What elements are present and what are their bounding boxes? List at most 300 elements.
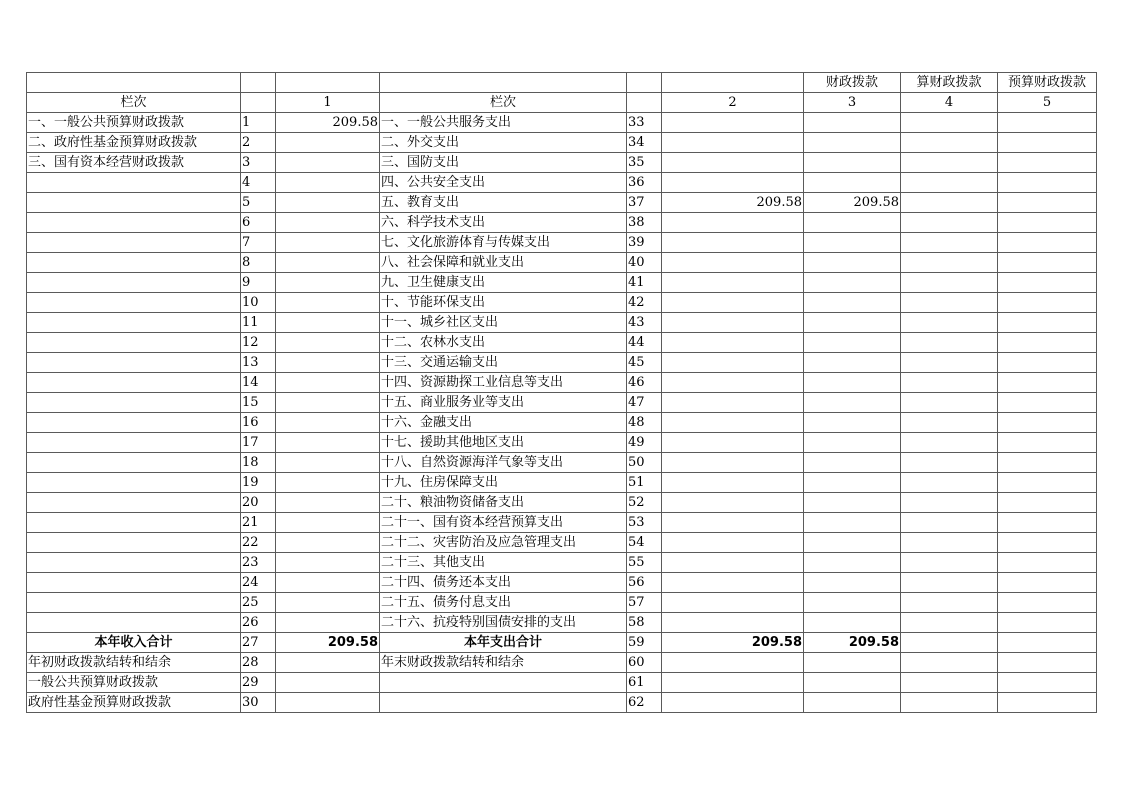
income-amount-cell[interactable]	[276, 653, 380, 673]
row-number-cell[interactable]: 39	[627, 233, 662, 253]
amount-col3-cell[interactable]	[804, 593, 901, 613]
col-number-5[interactable]: 5	[998, 93, 1097, 113]
income-item-cell[interactable]	[27, 193, 241, 213]
expense-item-cell[interactable]: 二十三、其他支出	[380, 553, 627, 573]
row-number-cell[interactable]: 19	[241, 473, 276, 493]
amount-col3-cell[interactable]	[804, 513, 901, 533]
amount-col4-cell[interactable]	[901, 393, 998, 413]
income-amount-cell[interactable]	[276, 493, 380, 513]
row-number-cell[interactable]: 22	[241, 533, 276, 553]
amount-col5-cell[interactable]	[998, 333, 1097, 353]
amount-col4-cell[interactable]	[901, 433, 998, 453]
amount-col4-cell[interactable]	[901, 333, 998, 353]
row-number-cell[interactable]: 4	[241, 173, 276, 193]
income-item-cell[interactable]	[27, 353, 241, 373]
amount-col5-cell[interactable]	[998, 553, 1097, 573]
table-row	[27, 513, 1097, 533]
row-number-cell[interactable]: 28	[241, 653, 276, 673]
row-number-cell[interactable]: 43	[627, 313, 662, 333]
row-number-cell[interactable]: 15	[241, 393, 276, 413]
row-number-cell[interactable]: 26	[241, 613, 276, 633]
expense-total-label[interactable]: 本年支出合计	[380, 633, 627, 653]
col-number-4[interactable]: 4	[901, 93, 998, 113]
row-number-cell[interactable]: 25	[241, 593, 276, 613]
expense-item-cell[interactable]: 四、公共安全支出	[380, 173, 627, 193]
row-number-cell[interactable]: 1	[241, 113, 276, 133]
amount-col2-cell[interactable]	[662, 273, 804, 293]
amount-col5-cell[interactable]	[998, 173, 1097, 193]
amount-col2-cell[interactable]	[662, 173, 804, 193]
income-amount-cell[interactable]	[276, 333, 380, 353]
amount-col5-cell[interactable]	[998, 393, 1097, 413]
amount-col3-cell[interactable]	[804, 133, 901, 153]
income-amount-cell[interactable]	[276, 513, 380, 533]
row-number-cell[interactable]: 54	[627, 533, 662, 553]
income-amount-cell[interactable]	[276, 533, 380, 553]
expense-item-cell[interactable]: 三、国防支出	[380, 153, 627, 173]
income-amount-cell[interactable]	[276, 433, 380, 453]
amount-col2-cell[interactable]	[662, 433, 804, 453]
income-item-cell[interactable]	[27, 253, 241, 273]
amount-col3-cell[interactable]	[804, 393, 901, 413]
income-amount-cell[interactable]	[276, 613, 380, 633]
amount-col2-cell[interactable]	[662, 573, 804, 593]
amount-col2-cell[interactable]	[662, 213, 804, 233]
income-item-cell[interactable]	[27, 433, 241, 453]
amount-col5-cell[interactable]	[998, 493, 1097, 513]
row-number-cell[interactable]: 6	[241, 213, 276, 233]
row-number-cell[interactable]: 3	[241, 153, 276, 173]
row-number-cell[interactable]: 49	[627, 433, 662, 453]
table-row	[27, 653, 1097, 673]
expense-item-cell[interactable]: 一、一般公共服务支出	[380, 113, 627, 133]
income-amount-cell[interactable]	[276, 153, 380, 173]
row-number-cell[interactable]: 34	[627, 133, 662, 153]
row-number-cell[interactable]: 37	[627, 193, 662, 213]
row-number-cell[interactable]: 41	[627, 273, 662, 293]
amount-col5-cell[interactable]	[998, 113, 1097, 133]
income-item-cell[interactable]: 二、政府性基金预算财政拨款	[27, 133, 241, 153]
amount-col5-cell[interactable]	[998, 133, 1097, 153]
amount-col3-cell[interactable]	[804, 313, 901, 333]
amount-col5-cell[interactable]	[998, 253, 1097, 273]
row-number-cell[interactable]: 2	[241, 133, 276, 153]
row-number-cell[interactable]: 7	[241, 233, 276, 253]
income-amount-cell[interactable]	[276, 373, 380, 393]
amount-col4-cell[interactable]	[901, 113, 998, 133]
income-amount-cell[interactable]	[276, 253, 380, 273]
row-number-cell[interactable]: 11	[241, 313, 276, 333]
amount-col2-cell[interactable]	[662, 113, 804, 133]
expense-item-cell[interactable]: 十九、住房保障支出	[380, 473, 627, 493]
amount-col2-cell[interactable]	[662, 533, 804, 553]
amount-col5-cell[interactable]	[998, 433, 1097, 453]
income-amount-cell[interactable]	[276, 353, 380, 373]
expense-total-col2[interactable]: 209.58	[662, 633, 804, 653]
amount-col5-cell[interactable]	[998, 413, 1097, 433]
amount-col2-cell[interactable]	[662, 693, 804, 713]
header-top-col6[interactable]: 财政拨款	[804, 73, 901, 93]
row-number-cell[interactable]: 48	[627, 413, 662, 433]
income-item-cell[interactable]	[27, 213, 241, 233]
amount-col3-cell[interactable]	[804, 173, 901, 193]
row-number-cell[interactable]: 38	[627, 213, 662, 233]
row-number-cell[interactable]: 9	[241, 273, 276, 293]
header-row	[27, 93, 1097, 113]
table-row	[27, 453, 1097, 473]
amount-col5-cell[interactable]	[998, 153, 1097, 173]
expense-item-cell[interactable]: 二十四、债务还本支出	[380, 573, 627, 593]
table-row	[27, 113, 1097, 133]
amount-col4-cell[interactable]	[901, 253, 998, 273]
amount-col2-cell[interactable]	[662, 333, 804, 353]
amount-col2-cell[interactable]	[662, 653, 804, 673]
amount-col4-cell[interactable]	[901, 413, 998, 433]
expense-item-cell[interactable]: 二十六、抗疫特别国债安排的支出	[380, 613, 627, 633]
table-row	[27, 313, 1097, 333]
amount-col5-cell[interactable]	[998, 693, 1097, 713]
row-number-cell[interactable]: 30	[241, 693, 276, 713]
row-number-cell[interactable]: 62	[627, 693, 662, 713]
amount-col4-cell[interactable]	[901, 193, 998, 213]
expense-item-cell[interactable]: 五、教育支出	[380, 193, 627, 213]
amount-col3-cell[interactable]: 209.58	[804, 193, 901, 213]
income-amount-cell[interactable]	[276, 393, 380, 413]
income-amount-cell[interactable]	[276, 413, 380, 433]
row-number-cell[interactable]: 17	[241, 433, 276, 453]
row-number-cell[interactable]: 35	[627, 153, 662, 173]
amount-col4-cell[interactable]	[901, 493, 998, 513]
amount-col2-cell[interactable]	[662, 413, 804, 433]
expense-item-cell[interactable]: 二十二、灾害防治及应急管理支出	[380, 533, 627, 553]
header-top-col7[interactable]: 算财政拨款	[901, 73, 998, 93]
amount-col3-cell[interactable]	[804, 353, 901, 373]
amount-col4-cell[interactable]	[901, 293, 998, 313]
amount-col2-cell[interactable]	[662, 493, 804, 513]
amount-col4-cell[interactable]	[901, 633, 998, 653]
row-number-cell[interactable]: 44	[627, 333, 662, 353]
income-amount-cell[interactable]	[276, 133, 380, 153]
amount-col4-cell[interactable]	[901, 573, 998, 593]
amount-col5-cell[interactable]	[998, 613, 1097, 633]
table-row	[27, 233, 1097, 253]
income-item-cell[interactable]	[27, 273, 241, 293]
table-row	[27, 333, 1097, 353]
amount-col3-cell[interactable]	[804, 213, 901, 233]
income-label-header[interactable]: 栏次	[27, 93, 241, 113]
expense-item-cell[interactable]	[380, 673, 627, 693]
income-item-cell[interactable]	[27, 553, 241, 573]
row-number-cell[interactable]: 23	[241, 553, 276, 573]
amount-col4-cell[interactable]	[901, 513, 998, 533]
amount-col4-cell[interactable]	[901, 133, 998, 153]
income-amount-cell[interactable]	[276, 173, 380, 193]
row-number-cell[interactable]: 52	[627, 493, 662, 513]
expense-item-cell[interactable]: 十七、援助其他地区支出	[380, 433, 627, 453]
table-row	[27, 573, 1097, 593]
amount-col5-cell[interactable]	[998, 573, 1097, 593]
income-item-cell[interactable]: 一、一般公共预算财政拨款	[27, 113, 241, 133]
amount-col3-cell[interactable]	[804, 533, 901, 553]
expense-item-cell[interactable]: 八、社会保障和就业支出	[380, 253, 627, 273]
row-number-cell[interactable]: 56	[627, 573, 662, 593]
table-row	[27, 133, 1097, 153]
income-item-cell[interactable]	[27, 453, 241, 473]
row-number-cell[interactable]: 42	[627, 293, 662, 313]
table-row	[27, 413, 1097, 433]
amount-col5-cell[interactable]	[998, 513, 1097, 533]
amount-col5-cell[interactable]	[998, 593, 1097, 613]
amount-col2-cell[interactable]	[662, 513, 804, 533]
amount-col2-cell[interactable]	[662, 253, 804, 273]
amount-col2-cell[interactable]	[662, 593, 804, 613]
amount-col5-cell[interactable]	[998, 473, 1097, 493]
amount-col2-cell[interactable]	[662, 293, 804, 313]
income-item-cell[interactable]	[27, 593, 241, 613]
income-item-cell[interactable]	[27, 233, 241, 253]
expense-item-cell[interactable]: 十一、城乡社区支出	[380, 313, 627, 333]
amount-col3-cell[interactable]	[804, 433, 901, 453]
income-amount-cell[interactable]	[276, 473, 380, 493]
amount-col2-cell[interactable]	[662, 613, 804, 633]
expense-item-cell[interactable]: 十四、资源勘探工业信息等支出	[380, 373, 627, 393]
amount-col2-cell[interactable]	[662, 353, 804, 373]
expense-item-cell[interactable]: 十三、交通运输支出	[380, 353, 627, 373]
income-amount-cell[interactable]	[276, 693, 380, 713]
income-item-cell[interactable]	[27, 293, 241, 313]
row-number-cell[interactable]: 16	[241, 413, 276, 433]
amount-col5-cell[interactable]	[998, 353, 1097, 373]
expense-item-cell[interactable]: 七、文化旅游体育与传媒支出	[380, 233, 627, 253]
amount-col5-cell[interactable]	[998, 193, 1097, 213]
expense-item-cell[interactable]: 十、节能环保支出	[380, 293, 627, 313]
income-item-cell[interactable]	[27, 373, 241, 393]
table-row	[27, 353, 1097, 373]
row-number-cell[interactable]: 20	[241, 493, 276, 513]
amount-col2-cell[interactable]	[662, 233, 804, 253]
income-item-cell[interactable]: 一般公共预算财政拨款	[27, 673, 241, 693]
amount-col2-cell[interactable]	[662, 133, 804, 153]
row-number-cell[interactable]: 5	[241, 193, 276, 213]
income-item-cell[interactable]	[27, 473, 241, 493]
amount-col3-cell[interactable]	[804, 613, 901, 633]
table-row	[27, 273, 1097, 293]
amount-col4-cell[interactable]	[901, 693, 998, 713]
amount-col4-cell[interactable]	[901, 373, 998, 393]
amount-col3-cell[interactable]	[804, 693, 901, 713]
row-number-cell[interactable]: 51	[627, 473, 662, 493]
amount-col4-cell[interactable]	[901, 553, 998, 573]
income-item-cell[interactable]: 三、国有资本经营财政拨款	[27, 153, 241, 173]
amount-col5-cell[interactable]	[998, 293, 1097, 313]
amount-col2-cell[interactable]	[662, 473, 804, 493]
amount-col4-cell[interactable]	[901, 453, 998, 473]
row-number-cell[interactable]: 55	[627, 553, 662, 573]
amount-col4-cell[interactable]	[901, 473, 998, 493]
row-number-cell[interactable]: 46	[627, 373, 662, 393]
amount-col5-cell[interactable]	[998, 653, 1097, 673]
income-item-cell[interactable]	[27, 513, 241, 533]
col-number-1[interactable]: 1	[276, 93, 380, 113]
row-number-cell[interactable]: 40	[627, 253, 662, 273]
income-amount-cell[interactable]	[276, 293, 380, 313]
row-number-cell[interactable]: 59	[627, 633, 662, 653]
amount-col5-cell[interactable]	[998, 373, 1097, 393]
header-top-col8[interactable]: 预算财政拨款	[998, 73, 1097, 93]
amount-col2-cell[interactable]	[662, 313, 804, 333]
row-number-cell[interactable]: 24	[241, 573, 276, 593]
amount-col2-cell[interactable]	[662, 373, 804, 393]
row-number-cell[interactable]: 18	[241, 453, 276, 473]
income-amount-cell[interactable]	[276, 553, 380, 573]
amount-col2-cell[interactable]	[662, 393, 804, 413]
expense-item-cell[interactable]: 十二、农林水支出	[380, 333, 627, 353]
amount-col5-cell[interactable]	[998, 453, 1097, 473]
amount-col2-cell[interactable]	[662, 673, 804, 693]
row-number-cell[interactable]: 33	[627, 113, 662, 133]
income-item-cell[interactable]	[27, 493, 241, 513]
row-number-cell[interactable]: 12	[241, 333, 276, 353]
income-item-cell[interactable]	[27, 173, 241, 193]
amount-col3-cell[interactable]	[804, 253, 901, 273]
amount-col5-cell[interactable]	[998, 313, 1097, 333]
row-number-cell[interactable]: 47	[627, 393, 662, 413]
amount-col3-cell[interactable]	[804, 113, 901, 133]
total-row	[27, 633, 1097, 653]
expense-item-cell[interactable]: 九、卫生健康支出	[380, 273, 627, 293]
income-item-cell[interactable]	[27, 533, 241, 553]
col-number-2[interactable]: 2	[662, 93, 804, 113]
income-item-cell[interactable]: 政府性基金预算财政拨款	[27, 693, 241, 713]
row-number-cell[interactable]: 27	[241, 633, 276, 653]
expense-item-cell[interactable]: 二十五、债务付息支出	[380, 593, 627, 613]
amount-col3-cell[interactable]	[804, 493, 901, 513]
income-amount-cell[interactable]	[276, 453, 380, 473]
amount-col3-cell[interactable]	[804, 233, 901, 253]
amount-col4-cell[interactable]	[901, 613, 998, 633]
amount-col5-cell[interactable]	[998, 533, 1097, 553]
income-amount-cell[interactable]	[276, 213, 380, 233]
row-number-cell[interactable]: 14	[241, 373, 276, 393]
amount-col3-cell[interactable]	[804, 373, 901, 393]
income-amount-cell[interactable]	[276, 673, 380, 693]
expense-item-cell[interactable]: 六、科学技术支出	[380, 213, 627, 233]
row-number-cell[interactable]: 21	[241, 513, 276, 533]
income-amount-cell[interactable]	[276, 193, 380, 213]
income-amount-cell[interactable]	[276, 593, 380, 613]
table-row	[27, 433, 1097, 453]
amount-col3-cell[interactable]	[804, 333, 901, 353]
amount-col3-cell[interactable]	[804, 573, 901, 593]
table-row	[27, 193, 1097, 213]
amount-col3-cell[interactable]	[804, 273, 901, 293]
amount-col3-cell[interactable]	[804, 413, 901, 433]
income-item-cell[interactable]	[27, 333, 241, 353]
expense-item-cell[interactable]: 十六、金融支出	[380, 413, 627, 433]
amount-col2-cell[interactable]	[662, 153, 804, 173]
expense-label-header[interactable]: 栏次	[380, 93, 627, 113]
income-total-label[interactable]: 本年收入合计	[27, 633, 241, 653]
amount-col4-cell[interactable]	[901, 593, 998, 613]
amount-col2-cell[interactable]	[662, 553, 804, 573]
expense-item-cell[interactable]: 二十、粮油物资储备支出	[380, 493, 627, 513]
income-item-cell[interactable]	[27, 313, 241, 333]
row-number-cell[interactable]: 13	[241, 353, 276, 373]
income-amount-cell[interactable]	[276, 573, 380, 593]
expense-item-cell[interactable]	[380, 693, 627, 713]
row-number-cell[interactable]: 57	[627, 593, 662, 613]
amount-col2-cell[interactable]	[662, 453, 804, 473]
row-number-cell[interactable]: 60	[627, 653, 662, 673]
amount-col5-cell[interactable]	[998, 233, 1097, 253]
amount-col5-cell[interactable]	[998, 673, 1097, 693]
amount-col3-cell[interactable]	[804, 153, 901, 173]
amount-col3-cell[interactable]	[804, 453, 901, 473]
income-item-cell[interactable]	[27, 413, 241, 433]
amount-col3-cell[interactable]	[804, 293, 901, 313]
income-total-amount[interactable]: 209.58	[276, 633, 380, 653]
income-amount-cell[interactable]	[276, 313, 380, 333]
amount-col3-cell[interactable]	[804, 673, 901, 693]
expense-item-cell[interactable]: 二、外交支出	[380, 133, 627, 153]
income-amount-cell[interactable]	[276, 273, 380, 293]
table-row	[27, 673, 1097, 693]
row-number-cell[interactable]: 8	[241, 253, 276, 273]
income-item-cell[interactable]	[27, 613, 241, 633]
amount-col3-cell[interactable]	[804, 553, 901, 573]
amount-col4-cell[interactable]	[901, 673, 998, 693]
amount-col2-cell[interactable]: 209.58	[662, 193, 804, 213]
amount-col3-cell[interactable]	[804, 653, 901, 673]
income-amount-cell[interactable]: 209.58	[276, 113, 380, 133]
row-number-cell[interactable]: 61	[627, 673, 662, 693]
expense-total-col3[interactable]: 209.58	[804, 633, 901, 653]
expense-item-cell[interactable]: 二十一、国有资本经营预算支出	[380, 513, 627, 533]
row-number-cell[interactable]: 50	[627, 453, 662, 473]
table-row	[27, 473, 1097, 493]
amount-col4-cell[interactable]	[901, 153, 998, 173]
income-amount-cell[interactable]	[276, 233, 380, 253]
table-row	[27, 613, 1097, 633]
row-number-cell[interactable]: 53	[627, 513, 662, 533]
table-row	[27, 173, 1097, 193]
amount-col3-cell[interactable]	[804, 473, 901, 493]
row-number-cell[interactable]: 58	[627, 613, 662, 633]
amount-col4-cell[interactable]	[901, 533, 998, 553]
expense-item-cell[interactable]: 十八、自然资源海洋气象等支出	[380, 453, 627, 473]
amount-col5-cell[interactable]	[998, 273, 1097, 293]
amount-col4-cell[interactable]	[901, 213, 998, 233]
income-item-cell[interactable]	[27, 393, 241, 413]
amount-col5-cell[interactable]	[998, 213, 1097, 233]
row-number-cell[interactable]: 45	[627, 353, 662, 373]
expense-item-cell[interactable]: 年末财政拨款结转和结余	[380, 653, 627, 673]
amount-col4-cell[interactable]	[901, 313, 998, 333]
row-number-cell[interactable]: 29	[241, 673, 276, 693]
income-item-cell[interactable]	[27, 573, 241, 593]
amount-col4-cell[interactable]	[901, 233, 998, 253]
row-number-cell[interactable]: 10	[241, 293, 276, 313]
amount-col5-cell[interactable]	[998, 633, 1097, 653]
amount-col4-cell[interactable]	[901, 173, 998, 193]
amount-col4-cell[interactable]	[901, 273, 998, 293]
row-number-cell[interactable]: 36	[627, 173, 662, 193]
amount-col4-cell[interactable]	[901, 353, 998, 373]
amount-col4-cell[interactable]	[901, 653, 998, 673]
col-number-3[interactable]: 3	[804, 93, 901, 113]
income-item-cell[interactable]: 年初财政拨款结转和结余	[27, 653, 241, 673]
expense-item-cell[interactable]: 十五、商业服务业等支出	[380, 393, 627, 413]
